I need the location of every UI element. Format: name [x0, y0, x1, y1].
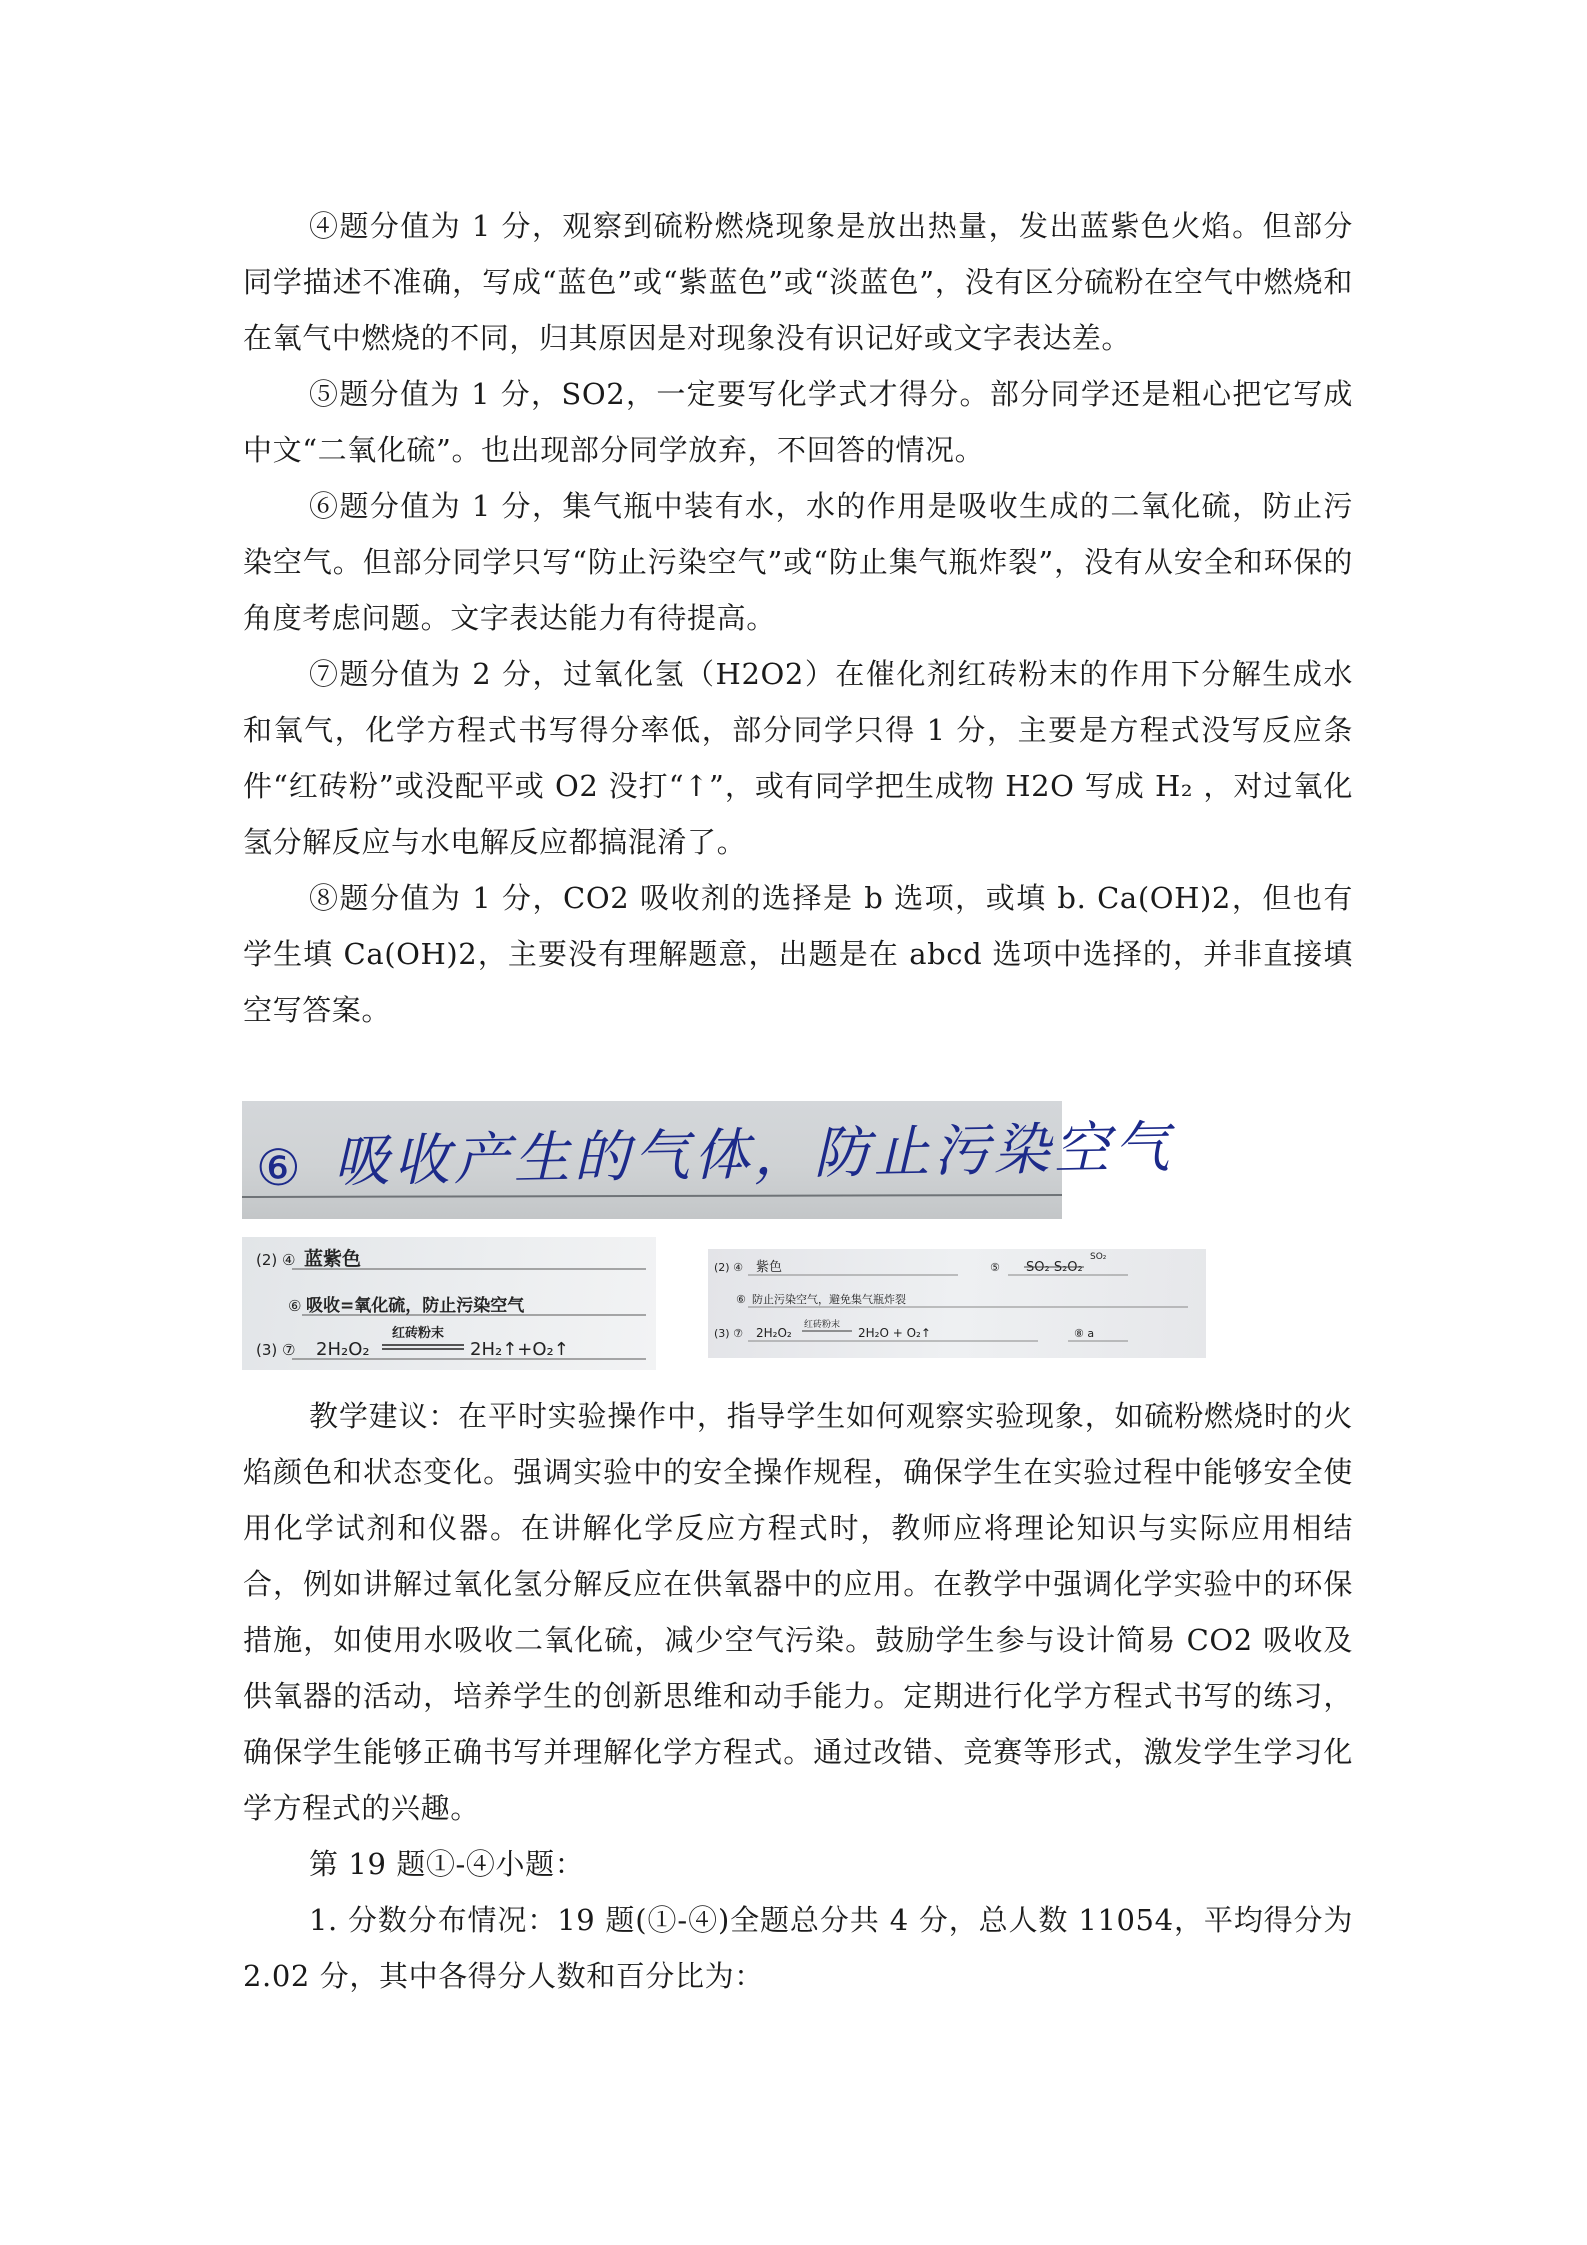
answer-number: ⑥ [256, 1139, 301, 1197]
left-line1-label: (2) ④ [256, 1251, 296, 1269]
student-answer-photo-right [708, 1249, 1206, 1358]
right-line1-label: (2) ④ [714, 1261, 743, 1274]
paragraph-teaching-suggestion: 教学建议：在平时实验操作中，指导学生如何观察实验现象，如硫粉燃烧时的火焰颜色和状态变化。强调实验中的安全操作规程，确保学生在实验过程中能够安全使用化学试剂和仪器。在讲解化学反应方程式时，教师应将理论知识与实际应用相结合，例如讲解过氧化氢分解反应在供氧器中的应用。在教学中强调化学实验中的环保措施，如使用水吸收二氧化硫，减少空气污染。鼓励学生参与设计简易 CO2 吸收及供氧器的活动，培养学生的创新思维和动手能力。定期进行化学方程式书写的练习，确保学生能够正确书写并理解化学方程式。通过改错、竞赛等形式，激发学生学习化学方程式的兴趣。 [243, 1399, 1353, 1825]
left-line1-text: 蓝紫色 [304, 1248, 362, 1270]
right-line1-right: SO₂ S₂O₂ [1026, 1260, 1083, 1275]
left-line3-label: (3) ⑦ [256, 1341, 296, 1359]
right-line3-right: ⑧ a [1074, 1327, 1095, 1340]
left-line3-reactant: 2H₂O₂ [316, 1339, 370, 1360]
right-line3-condition: 红砖粉末 [804, 1320, 841, 1330]
right-line3-product: 2H₂O + O₂↑ [858, 1326, 931, 1340]
right-line1-text: 紫色 [756, 1260, 783, 1275]
right-line1-super: SO₂ [1090, 1252, 1107, 1262]
paragraph-q4: ④题分值为 1 分，观察到硫粉燃烧现象是放出热量，发出蓝紫色火焰。但部分同学描述不准确，写成“蓝色”或“紫蓝色”或“淡蓝色”，没有区分硫粉在空气中燃烧和在氧气中燃烧的不同，归其原因是对现象没有识记好或文字表达差。 [243, 209, 1353, 355]
paragraph-q19-heading: 第 19 题①-④小题： [309, 1847, 585, 1881]
paragraph-q7: ⑦题分值为 2 分，过氧化氢（H2O2）在催化剂红砖粉末的作用下分解生成水和氧气，化学方程式书写得分率低，部分同学只得 1 分，主要是方程式没写反应条件“红砖粉”或没配平或 O2 没打“↑”，或有同学把生成物 H2O 写成 H₂ ，对过氧化氢分解反应与水电解反应都搞混淆了。 [243, 657, 1353, 859]
left-line2-text: 吸收=氧化硫，防止污染空气 [306, 1296, 525, 1316]
left-line3-product: 2H₂↑+O₂↑ [470, 1339, 569, 1360]
paragraph-q6: ⑥题分值为 1 分，集气瓶中装有水，水的作用是吸收生成的二氧化硫，防止污染空气。但部分同学只写“防止污染空气”或“防止集气瓶炸裂”，没有从安全和环保的角度考虑问题。文字表达能力有待提高。 [243, 489, 1353, 635]
paragraph-score-distribution: 1. 分数分布情况：19 题(①-④)全题总分共 4 分，总人数 11054，平均得分为 2.02 分，其中各得分人数和百分比为： [243, 1903, 1353, 1993]
suggestion-section [243, 1388, 1353, 2004]
paragraph-q8: ⑧题分值为 1 分，CO2 吸收剂的选择是 b 选项，或填 b. Ca(OH)2，但也有学生填 Ca(OH)2，主要没有理解题意，出题是在 abcd 选项中选择的，并非直接填空写答案。 [243, 881, 1353, 1027]
left-line3-condition: 红砖粉末 [392, 1326, 445, 1341]
handwritten-answer-text: 吸收产生的气体，防止污染空气 [333, 1115, 1175, 1195]
right-line2-label: ⑥ [736, 1293, 746, 1306]
analysis-section [243, 198, 1353, 1038]
right-line3-label: (3) ⑦ [714, 1327, 743, 1340]
right-line3-reactant: 2H₂O₂ [756, 1326, 792, 1340]
right-line2-text: 防止污染空气，避免集气瓶炸裂 [752, 1293, 906, 1306]
student-answer-photo-left [242, 1237, 656, 1370]
student-answer-photo-q6 [242, 1101, 1175, 1219]
left-line2-label: ⑥ [288, 1297, 302, 1315]
right-line1-mid: ⑤ [990, 1261, 1000, 1274]
paragraph-q5: ⑤题分值为 1 分，SO2，一定要写化学式才得分。部分同学还是粗心把它写成中文“二氧化硫”。也出现部分同学放弃，不回答的情况。 [243, 377, 1353, 467]
